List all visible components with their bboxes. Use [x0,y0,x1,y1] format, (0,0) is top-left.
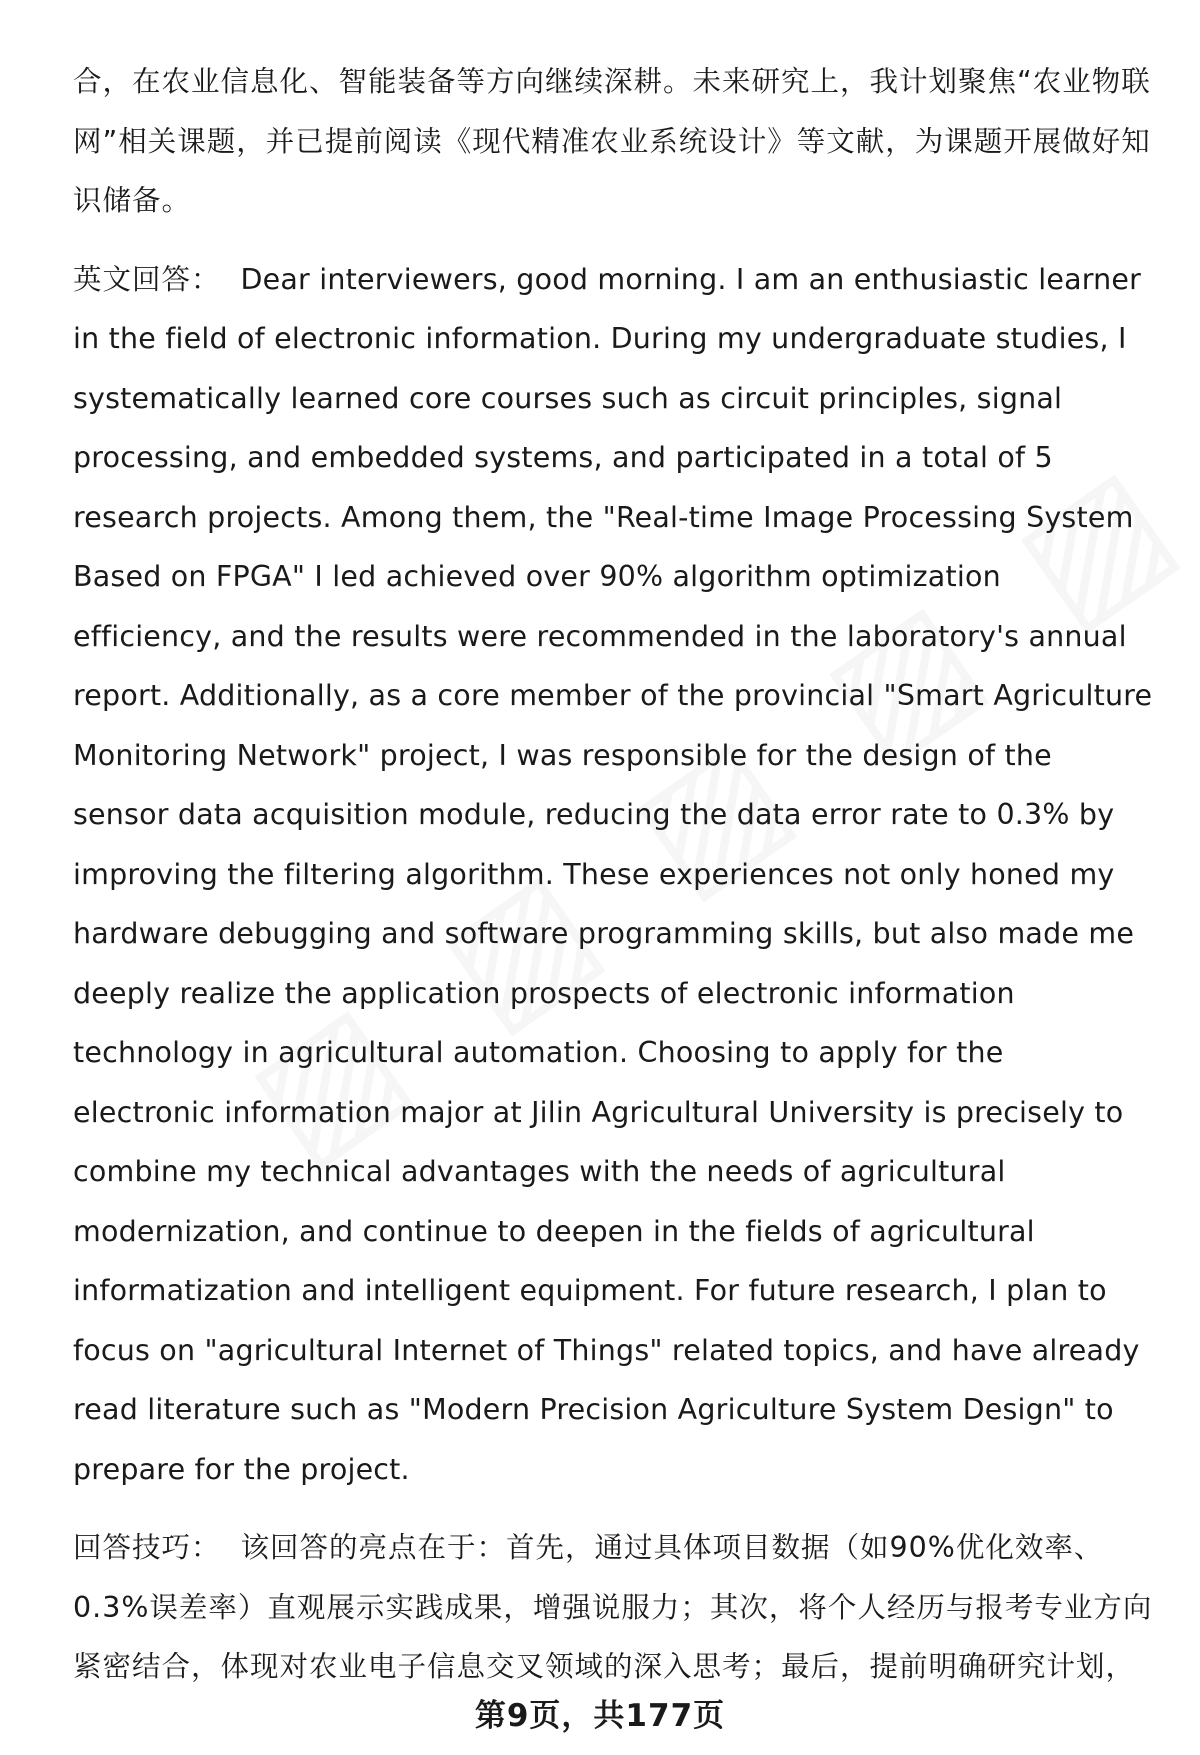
page-number: 第9页，共177页 [474,1698,726,1734]
answer-tips-text: 该回答的亮点在于：首先，通过具体项目数据（如90%优化效率、0.3%误差率）直观展示实践成果，增强说服力；其次，将个人经历与报考专业方向紧密结合，体现对农业电子信息交叉领域的深入思考；最后，提前明确研究计划， [73,1531,1153,1683]
english-answer [73,250,1153,1500]
answer-tips-label: 回答技巧： [73,1531,221,1564]
cn-answer-continued: 合，在农业信息化、智能装备等方向继续深耕。未来研究上，我计划聚焦“农业物联网”相关课题，并已提前阅读《现代精准农业系统设计》等文献，为课题开展做好知识储备。 [73,65,1151,217]
english-answer-text: Dear interviewers, good morning. I am an enthusiastic learner in the field of electronic information. During my undergraduate studies, I systematically learned core courses such as circuit principles, signal processing, and embedded systems, and participated in a total of 5 research projects. Among them, the "Real-time Image Processing System Based on FPGA" I led achieved over 90% algorithm optimization efficiency, and the results were recommended in the laboratory's annual report. Additionally, as a core member of the provincial "Smart Agriculture Monitoring Network" project, I was responsible for the design of the sensor data acquisition module, reducing the data error rate to 0.3% by improving the filtering algorithm. These experiences not only honed my hardware debugging and software programming skills, but also made me deeply realize the application prospects of electronic information technology in agricultural automation. Choosing to apply for the electronic information major at Jilin Agricultural University is precisely to combine my technical advantages with the needs of agricultural modernization, and continue to deepen in the fields of agricultural informatization and intelligent equipment. For future research, I plan to focus on "agricultural Internet of Things" related topics, and have already read literature such as "Modern Precision Agriculture System Design" to prepare for the project. [73,262,1153,1486]
document-body [73,52,1153,1716]
english-answer-label: 英文回答： [73,262,221,296]
answer-tips [73,1518,1153,1697]
